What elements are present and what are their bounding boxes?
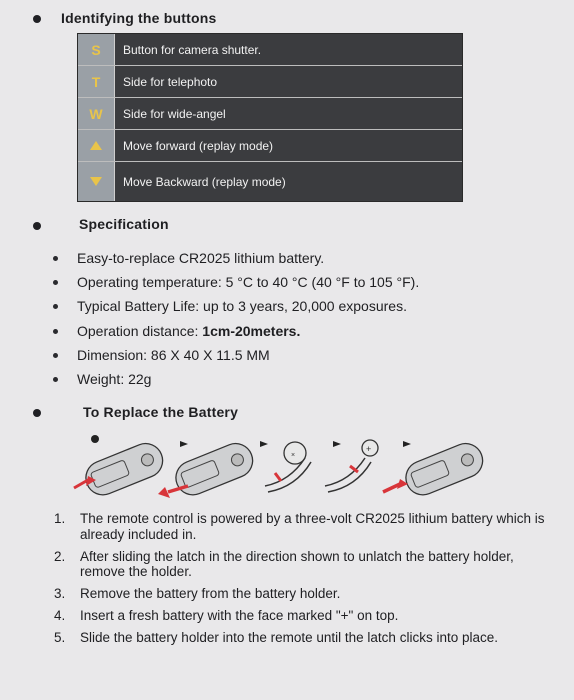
list-item: [50, 296, 419, 320]
specification-heading: Specification: [79, 216, 169, 232]
battery-steps: [50, 511, 555, 652]
step-number: 2.: [54, 548, 66, 564]
list-item: [50, 608, 555, 624]
list-item: [50, 321, 419, 345]
battery-holder-icon: [265, 442, 311, 492]
step-arrow-icon: [180, 441, 188, 447]
list-item: [50, 549, 555, 580]
step-text: Remove the battery from the battery holder.: [80, 586, 341, 601]
table-row: [78, 34, 462, 66]
spec-bold-value: 1cm-20meters.: [202, 322, 301, 339]
buttons-heading: Identifying the buttons: [61, 10, 217, 26]
step-text: Slide the battery holder into the remote until the latch clicks into place.: [80, 630, 498, 645]
list-item: [50, 511, 555, 542]
shutter-letter-icon: S: [78, 34, 115, 65]
section-bullet: [33, 222, 41, 230]
spec-text: Dimension: 86 X 40 X 11.5 MM: [77, 346, 270, 363]
list-item: [50, 272, 419, 296]
specification-list: [50, 248, 419, 393]
up-triangle-icon: [78, 130, 115, 161]
table-row: [78, 66, 462, 98]
table-row: [78, 98, 462, 130]
step-number: 1.: [54, 511, 66, 526]
battery-replacement-diagram: [70, 428, 540, 508]
button-description: Side for wide-angel: [115, 98, 462, 129]
battery-holder-plus-icon: [325, 440, 378, 492]
remote-icon: [81, 438, 168, 499]
buttons-table: [77, 33, 463, 202]
step-number: 5.: [54, 630, 66, 645]
spec-text: Operating temperature: 5 °C to 40 °C (40 °F to 105 °F).: [77, 274, 420, 291]
remote-insert-icon: [401, 438, 488, 499]
spec-text: Weight: 22g: [77, 370, 152, 387]
remote-open-icon: [171, 438, 258, 499]
spec-text: Easy-to-replace CR2025 lithium battery.: [77, 250, 325, 266]
spec-text: Operation distance:: [77, 322, 203, 339]
list-item: [50, 630, 555, 646]
diagram-dot: [91, 435, 99, 443]
button-description: Move Backward (replay mode): [115, 162, 462, 201]
button-description: Button for camera shutter.: [115, 34, 462, 65]
svg-text:+: +: [366, 444, 372, 454]
red-arrow-icon: [74, 480, 88, 488]
wide-letter-icon: W: [78, 98, 115, 129]
list-item: [50, 248, 419, 272]
list-item: [50, 369, 419, 393]
section-bullet: [33, 15, 41, 23]
button-description: Side for telephoto: [115, 66, 462, 97]
svg-text:×: ×: [291, 452, 296, 459]
button-description: Move forward (replay mode): [115, 130, 462, 161]
step-text: The remote control is powered by a three-volt CR2025 lithium battery which is already included in.: [80, 511, 545, 542]
step-number: 4.: [54, 608, 66, 623]
telephoto-letter-icon: T: [78, 66, 115, 97]
table-row: [78, 162, 462, 201]
step-text: After sliding the latch in the direction shown to unlatch the battery holder, remove the holder.: [80, 548, 514, 579]
down-triangle-icon: [78, 162, 115, 201]
spec-text: Typical Battery Life: up to 3 years, 20,000 exposures.: [77, 298, 407, 315]
battery-heading: To Replace the Battery: [83, 404, 239, 420]
list-item: [50, 345, 419, 369]
section-bullet: [33, 409, 41, 417]
list-item: [50, 586, 555, 602]
step-text: Insert a fresh battery with the face marked "+" on top.: [80, 608, 399, 623]
step-number: 3.: [54, 586, 66, 601]
table-row: [78, 130, 462, 162]
